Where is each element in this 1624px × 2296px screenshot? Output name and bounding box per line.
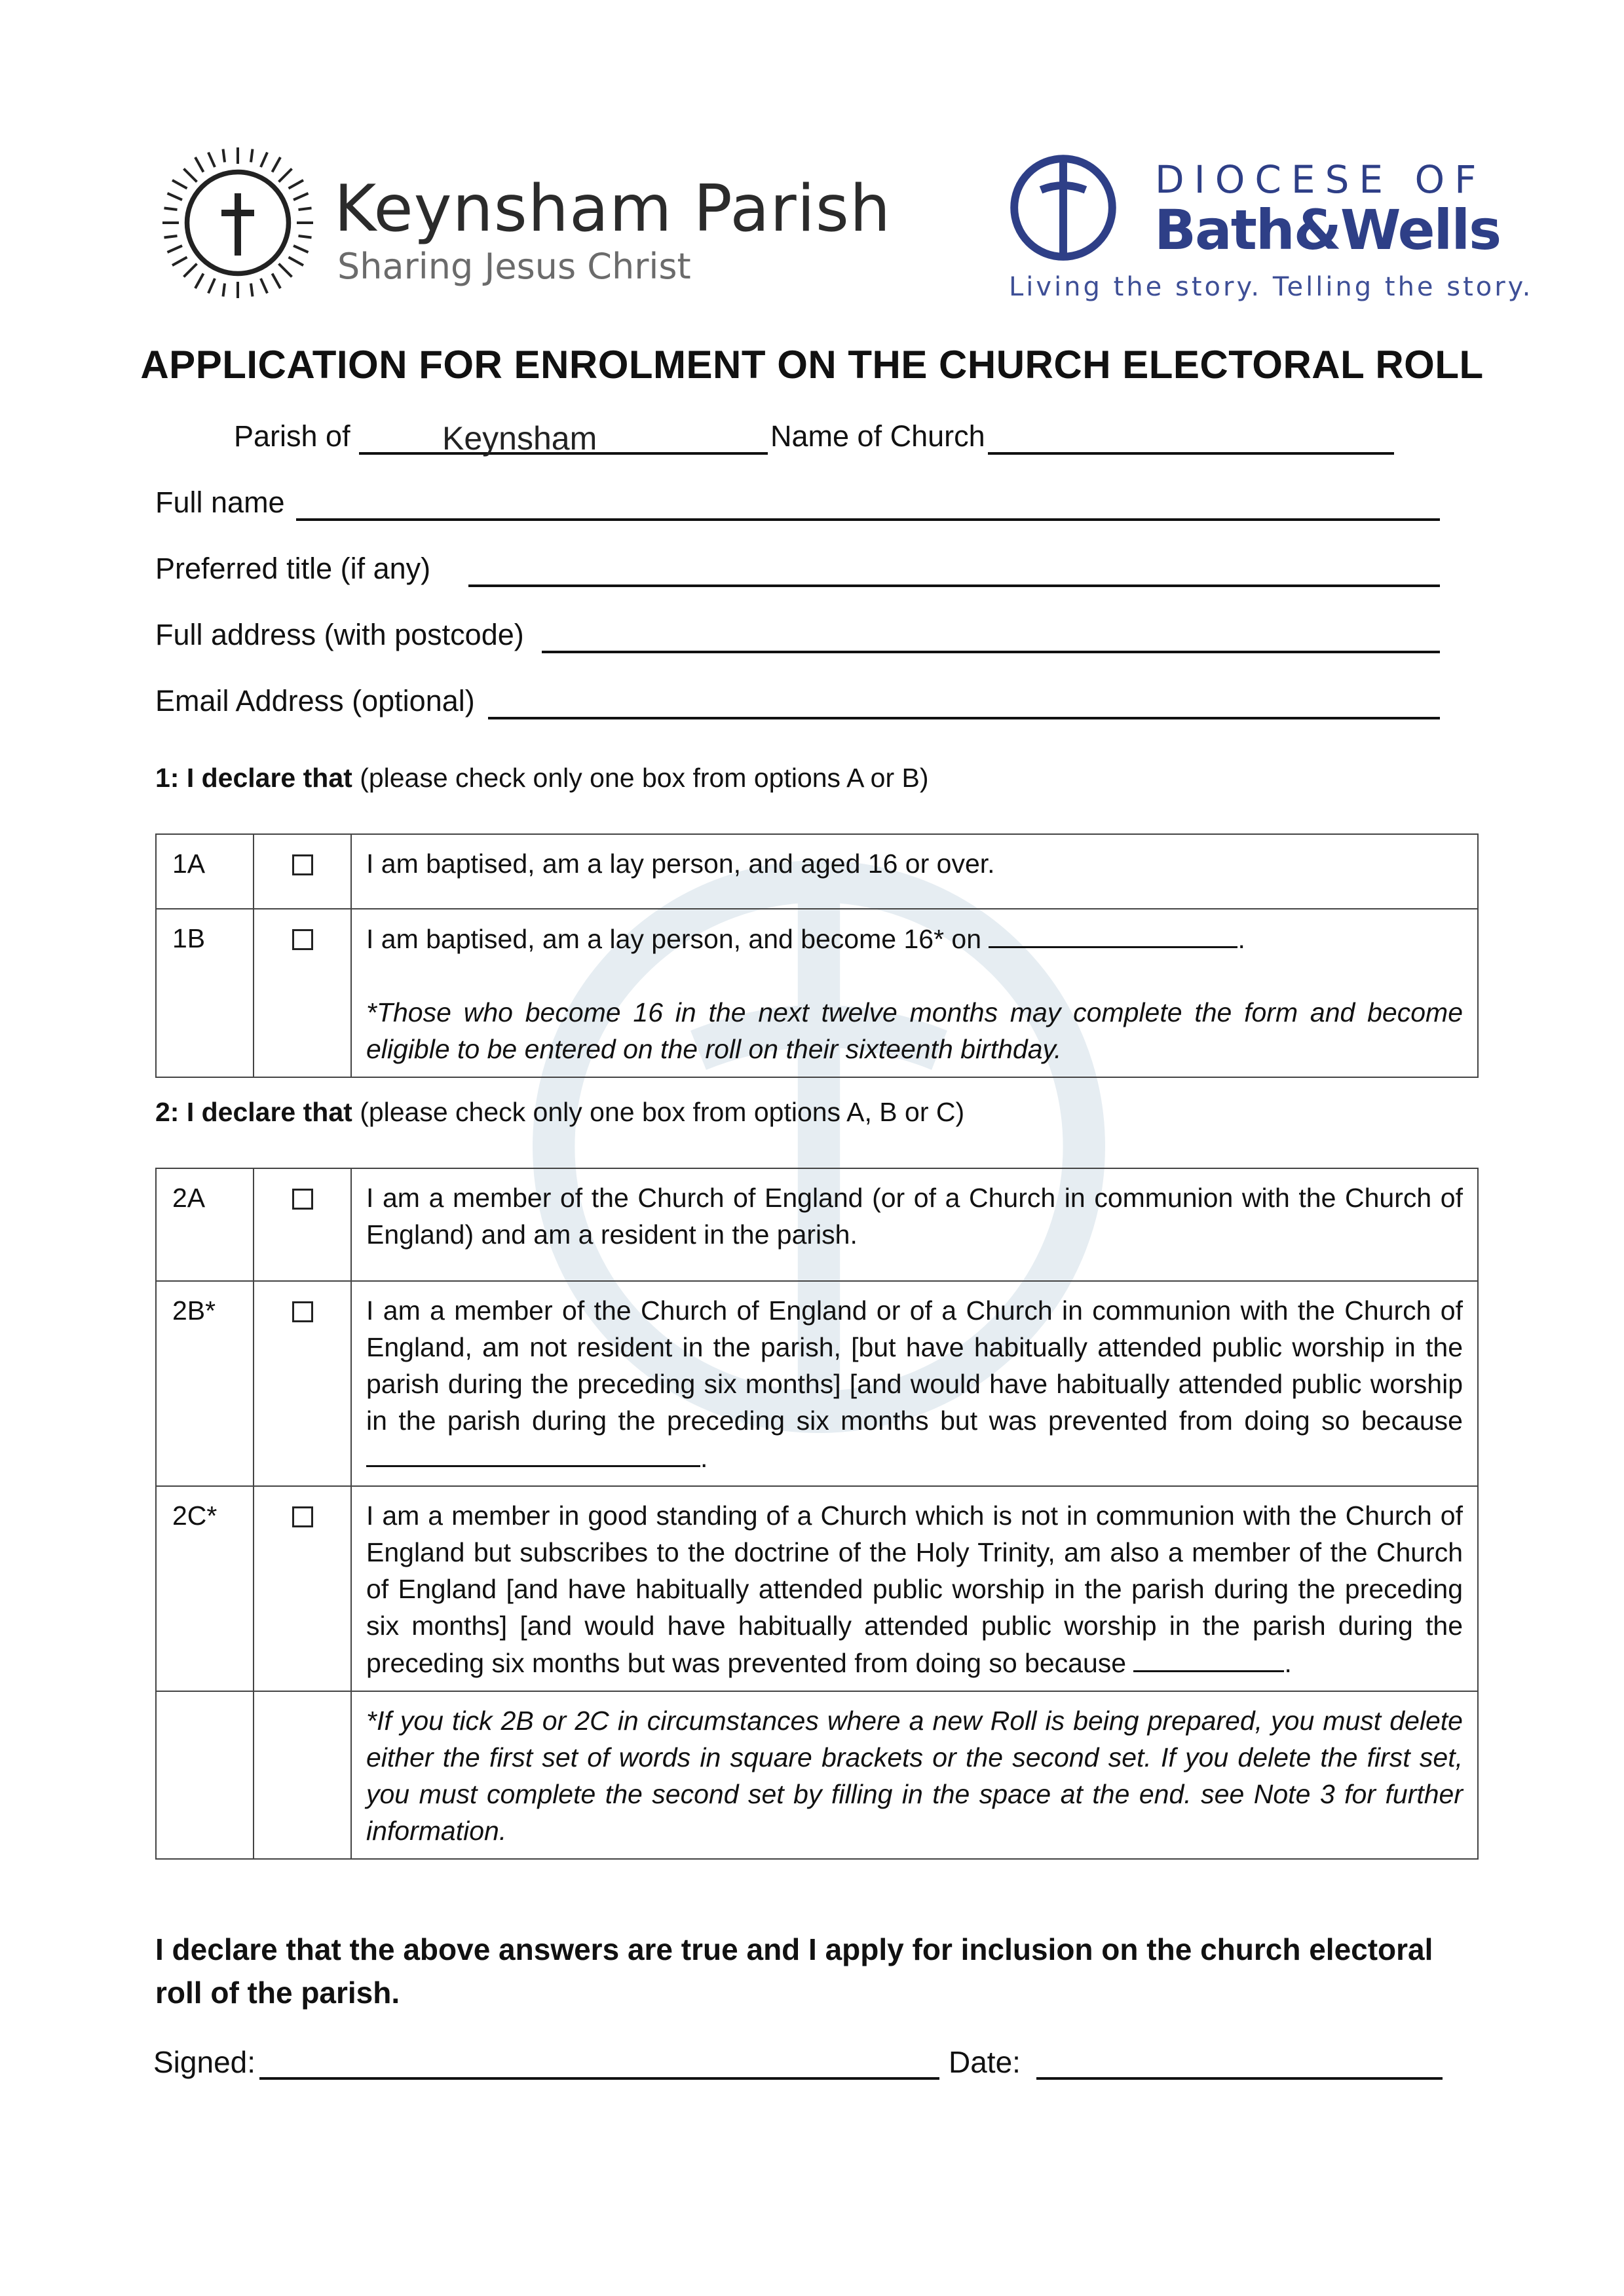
diocese-tagline: Living the story. Telling the story. [1009,272,1534,302]
table-row: 2B* I am a member of the Church of England or of a Church in communion with the Church of England, am not resident in the parish, [but have habitually attended public worship in the parish during the preceding six months] [and would have habitually attended public worship in the parish during the preceding six months but was prevented from doing so because . [156,1281,1478,1486]
row-text: I am baptised, am a lay person, and aged 16 or over. [351,834,1478,909]
option-1a-checkbox[interactable] [292,854,313,875]
declaration-text: I declare that the above answers are true and I apply for inclusion on the church electoral roll of the parish. [155,1932,1433,2010]
sunburst-cross-icon [156,141,320,305]
section1-heading [155,763,929,794]
table-row [156,1691,1478,1859]
option-2a-checkbox[interactable] [292,1189,313,1210]
parish-value: Keynsham [442,420,597,457]
diocese-cross-icon [1008,152,1119,263]
email-label: Email Address (optional) [155,684,475,718]
preferred-title-field[interactable] [468,584,1440,587]
table-row [156,834,1478,909]
diocese-of-label: DIOCESE OF [1155,157,1486,202]
row-code: 1B [156,909,254,1077]
parish-label: Parish of [234,419,350,453]
row-text: I am baptised, am a lay person, and become 16* on [366,924,982,954]
row-code: 2C* [156,1486,254,1691]
table-row [156,1168,1478,1281]
row-text: I am a member of the Church of England or of a Church in communion with the Church of England, am not resident in the parish, [but have habitually attended public worship in the parish during the preceding six months] [and would have habitually attended public worship in the parish during the preceding six months but was prevented from doing so because [366,1295,1463,1436]
row-code: 1A [156,834,254,909]
signature-field[interactable] [259,2077,939,2080]
page-title: APPLICATION FOR ENROLMENT ON THE CHURCH ELECTORAL ROLL [140,343,1484,387]
email-field[interactable] [488,717,1440,719]
row-code: 2A [156,1168,254,1281]
section1-heading-bold: 1: I declare that [155,763,352,793]
full-name-field[interactable] [296,518,1440,521]
section1-table [155,833,1479,1078]
address-field[interactable] [542,651,1440,653]
signed-label: Signed: [153,2045,256,2079]
date-field[interactable] [1036,2077,1443,2080]
option-2c-checkbox[interactable] [292,1506,313,1527]
parish-logo-name: Keynsham Parish [334,172,892,246]
row-text: I am a member in good standing of a Church which is not in communion with the Church of England but subscribes to the doctrine of the Holy Trinity, am also a member of the Church of England [and have habitually attended public worship in the parish during the preceding six months] [and would have habitually attended public worship in the parish during the preceding six months but was prevented from doing so because [366,1501,1463,1678]
parish-logo-tagline: Sharing Jesus Christ [337,246,691,287]
row-text: I am a member of the Church of England (or of a Church in communion with the Church of England) and am a resident in the parish. [351,1168,1478,1281]
section1-heading-rest: (please check only one box from options A or B) [360,763,929,793]
table-row: 1B I am baptised, am a lay person, and become 16* on . *Those who become 16 in the next twelve months may complete the form and become eligible to be entered on the roll on their sixteenth birthday. [156,909,1478,1077]
church-label: Name of Church [770,419,985,453]
section2-heading [155,1097,964,1128]
diocese-name: Bath&Wells [1154,198,1501,262]
section2-heading-rest: (please check only one box from options A, B or C) [360,1097,965,1127]
option-2c-reason-field[interactable] [1133,1644,1284,1672]
option-2b-checkbox[interactable] [292,1301,313,1322]
section2-table [155,1168,1479,1860]
table-row: 2C* I am a member in good standing of a Church which is not in communion with the Church of England but subscribes to the doctrine of the Holy Trinity, am also a member of the Church of England [and have habitually attended public worship in the parish during the preceding six months] [and would have habitually attended public worship in the parish during the preceding six months but was prevented from doing so because . [156,1486,1478,1691]
church-field[interactable] [988,452,1394,455]
option-1b-checkbox[interactable] [292,929,313,950]
date-label: Date: [949,2045,1021,2079]
address-label: Full address (with postcode) [155,618,524,651]
row-note: *Those who become 16 in the next twelve months may complete the form and become eligible to be entered on the roll on their sixteenth birthday. [366,997,1463,1064]
row-code: 2B* [156,1281,254,1486]
section2-note: *If you tick 2B or 2C in circumstances where a new Roll is being prepared, you must delete either the first set of words in square brackets or the second set. If you delete the first set, you must complete the second set by filling in the space at the end. see Note 3 for further information. [351,1691,1478,1859]
section2-heading-bold: 2: I declare that [155,1097,352,1127]
preferred-title-label: Preferred title (if any) [155,552,431,585]
option-2b-reason-field[interactable] [366,1439,700,1467]
full-name-label: Full name [155,486,285,519]
birthday-date-field[interactable] [989,920,1237,948]
